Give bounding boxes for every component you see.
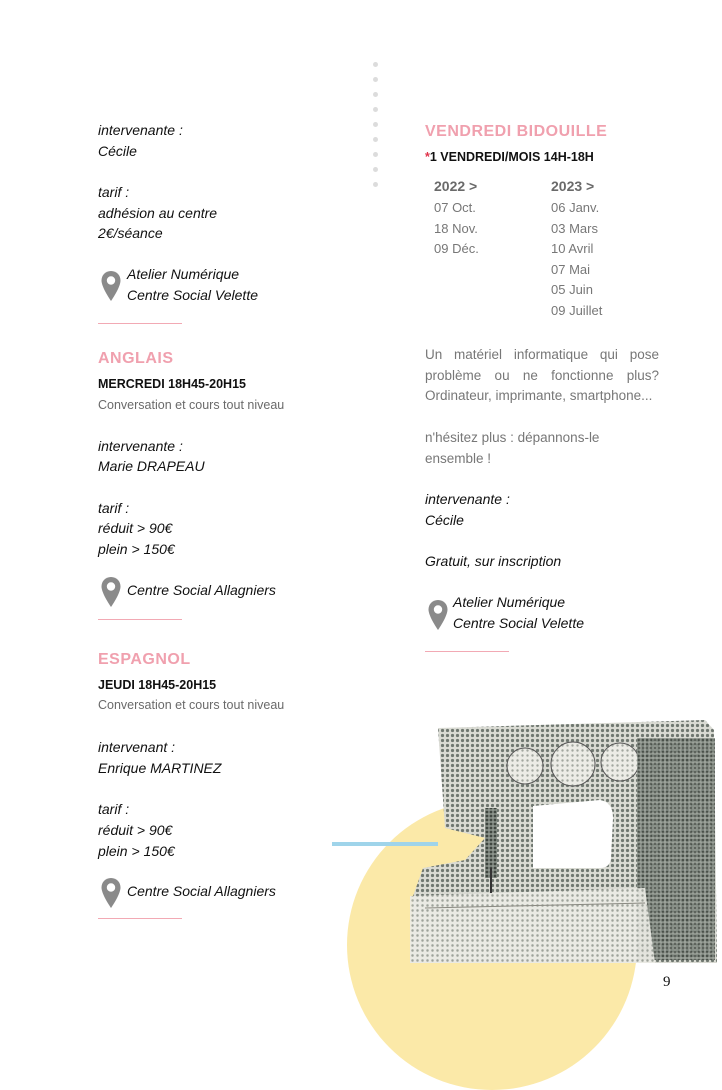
espagnol-tarif-line-1: réduit > 90€	[98, 822, 173, 838]
date-item: 09 Juillet	[551, 302, 603, 318]
espagnol-tarif-line-2: plein > 150€	[98, 843, 175, 859]
vendredi-title: VENDREDI BIDOUILLE	[425, 123, 608, 140]
block1-tarif-label: tarif :	[98, 184, 130, 200]
block1-location-line-2: Centre Social Velette	[127, 287, 258, 303]
location-pin-icon	[100, 270, 122, 302]
anglais-description: Conversation et cours tout niveau	[98, 398, 285, 412]
page-number: 9	[663, 974, 671, 990]
location-pin-icon	[427, 599, 449, 631]
divider-line	[98, 323, 182, 324]
vendredi-schedule-text: 1 VENDREDI/MOIS 14H-18H	[429, 150, 594, 164]
vendredi-schedule	[425, 150, 594, 164]
divider-line	[98, 619, 182, 620]
block1-intervenant-label: intervenante :	[98, 122, 183, 138]
espagnol-location: Centre Social Allagniers	[127, 883, 276, 899]
block1-tarif-line-2: 2€/séance	[98, 225, 163, 241]
date-item: 07 Oct.	[434, 200, 476, 215]
espagnol-tarif-label: tarif :	[98, 801, 130, 817]
date-item: 18 Nov.	[434, 220, 478, 236]
dates-2023-list	[551, 198, 602, 321]
date-item: 06 Janv.	[551, 200, 600, 215]
date-item: 03 Mars	[551, 220, 598, 236]
anglais-tarif-line-1: réduit > 90€	[98, 520, 173, 536]
vendredi-intervenant-name: Cécile	[425, 512, 464, 528]
vendredi-location-line-2: Centre Social Velette	[453, 615, 584, 631]
espagnol-title: ESPAGNOL	[98, 651, 191, 668]
date-item: 07 Mai	[551, 261, 591, 277]
dotted-divider	[373, 62, 378, 197]
block1-tarif-line-1: adhésion au centre	[98, 205, 218, 221]
espagnol-schedule: JEUDI 18H45-20H15	[98, 678, 217, 692]
location-pin-icon	[100, 877, 122, 909]
anglais-intervenant-name: Marie DRAPEAU	[98, 458, 205, 474]
espagnol-intervenant-name: Enrique MARTINEZ	[98, 760, 222, 776]
anglais-tarif-line-2: plein > 150€	[98, 541, 175, 557]
schedule-asterisk: *	[425, 150, 430, 164]
sewing-machine-image	[405, 718, 722, 966]
block1-location-line-1: Atelier Numérique	[127, 266, 240, 282]
date-item: 09 Déc.	[434, 241, 479, 256]
year-2022: 2022 >	[434, 178, 478, 194]
block1-intervenant-name: Cécile	[98, 143, 137, 159]
anglais-location: Centre Social Allagniers	[127, 582, 276, 598]
date-item: 10 Avril	[551, 241, 594, 256]
dates-2022-list	[434, 198, 479, 260]
anglais-title: ANGLAIS	[98, 350, 174, 367]
anglais-schedule: MERCREDI 18H45-20H15	[98, 377, 246, 391]
description-paragraph-2: n'hésitez plus : dépannons-le ensemble !	[425, 430, 600, 466]
anglais-intervenant-label: intervenante :	[98, 438, 183, 454]
location-pin-icon	[100, 576, 122, 608]
free-note: Gratuit, sur inscription	[425, 553, 562, 569]
description-paragraph: Un matériel informatique qui pose problème ou ne fonctionne plus? Ordinateur, imprimante, smartphone...	[425, 347, 659, 403]
vendredi-intervenant-label: intervenante :	[425, 491, 510, 507]
date-item: 05 Juin	[551, 282, 593, 297]
divider-line	[425, 651, 509, 652]
espagnol-description: Conversation et cours tout niveau	[98, 698, 285, 712]
anglais-tarif-label: tarif :	[98, 500, 130, 516]
divider-line	[98, 918, 182, 919]
year-2023: 2023 >	[551, 178, 595, 194]
vendredi-location-line-1: Atelier Numérique	[453, 594, 566, 610]
espagnol-intervenant-label: intervenant :	[98, 739, 176, 755]
